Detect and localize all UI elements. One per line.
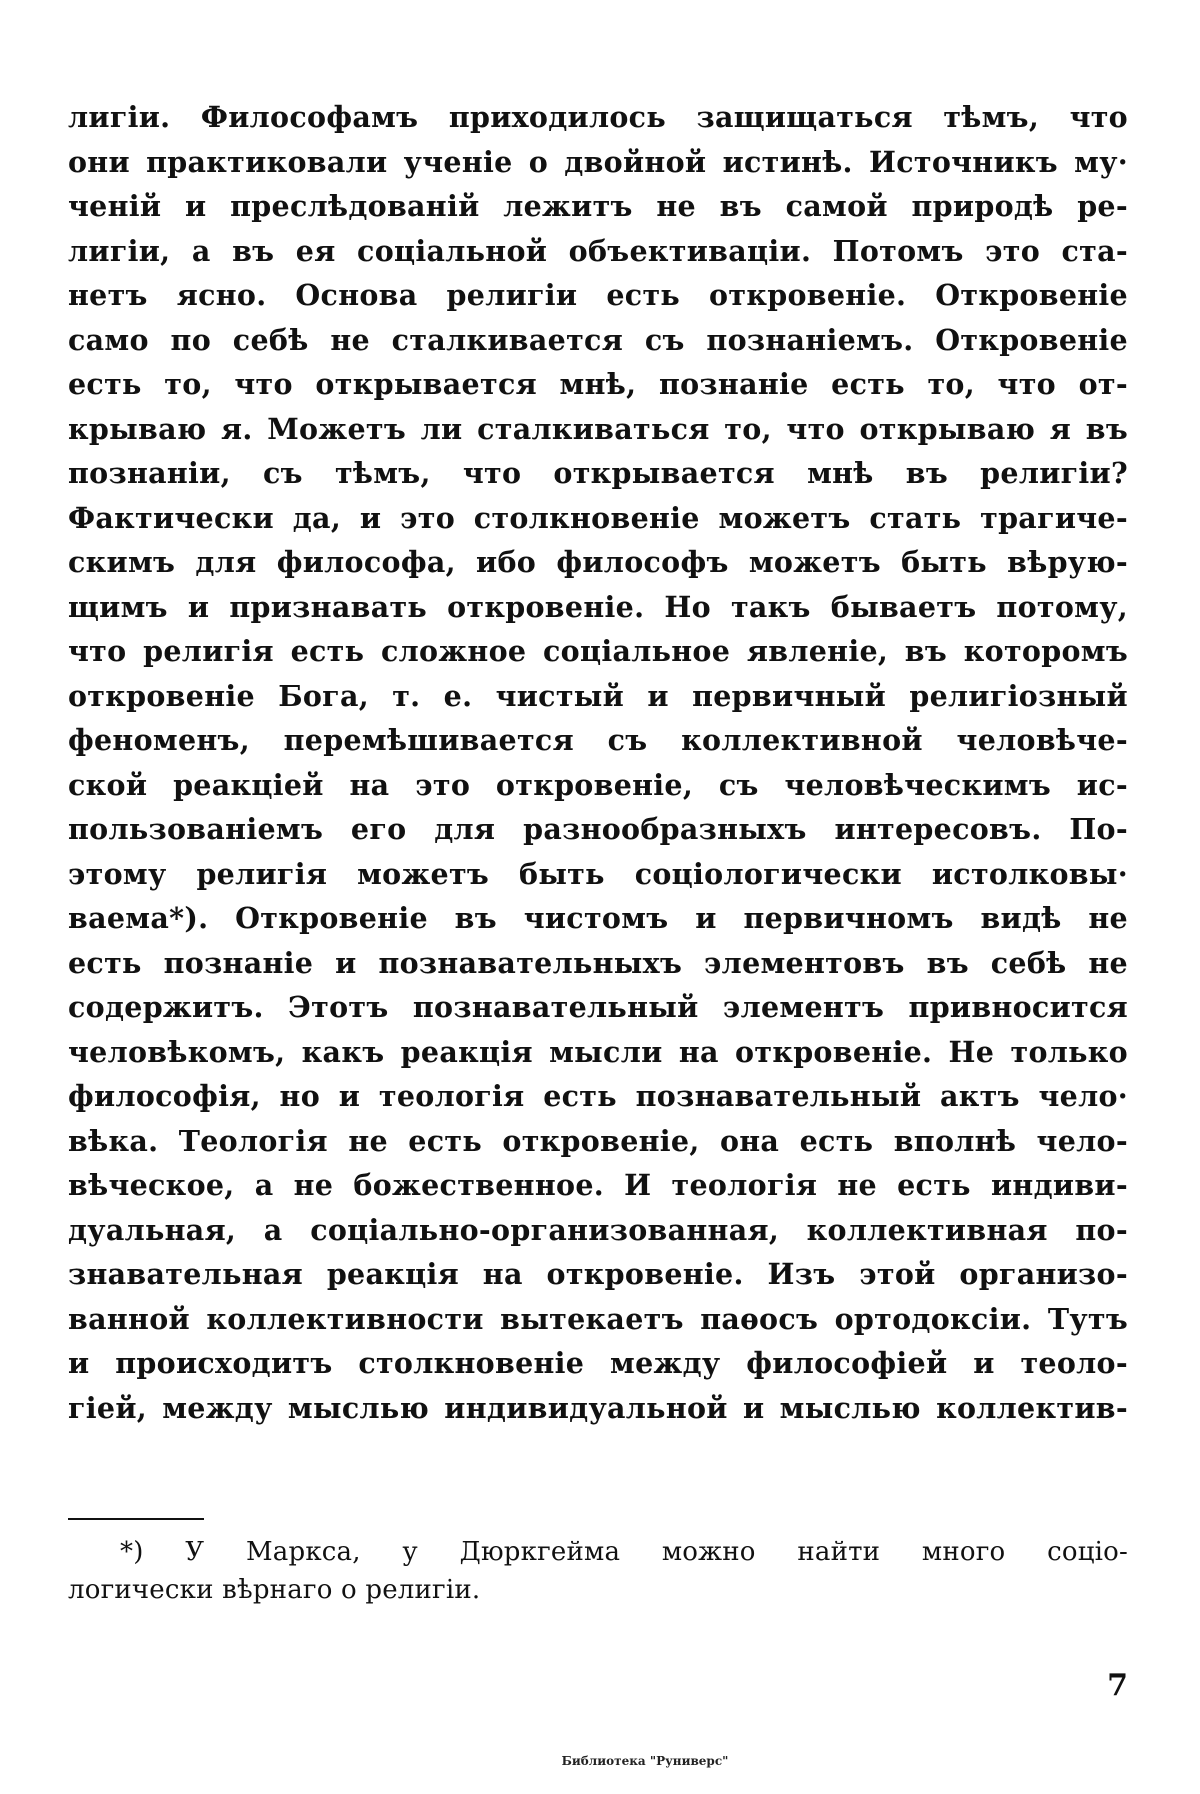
footnote: [68, 1533, 1128, 1609]
text-line: вѣческое, а не божественное. И теологія не есть индиви-: [68, 1168, 1128, 1202]
text-line: знавательная реакція на откровеніе. Изъ этой организо-: [68, 1257, 1128, 1291]
text-line: есть то, что открывается мнѣ, познаніе есть то, что от-: [68, 367, 1128, 401]
text-line: само по себѣ не сталкивается съ познаніемъ. Откровеніе: [68, 322, 1128, 357]
footnote-divider: [68, 1518, 204, 1520]
text-line: философія, но и теологія есть познавательный актъ чело·: [68, 1079, 1128, 1113]
footnote-line: *) У Маркса, у Дюркгейма можно найти много соціо-: [120, 1537, 1128, 1567]
text-line: ваема*). Откровеніе въ чистомъ и первичномъ видѣ не: [68, 901, 1128, 935]
text-line: есть познаніе и познавательныхъ элементовъ въ себѣ не: [68, 945, 1128, 980]
text-line: что религія есть сложное соціальное явленіе, въ которомъ: [68, 634, 1128, 668]
text-line: ванной коллективности вытекаетъ паѳосъ ортодоксіи. Тутъ: [68, 1301, 1128, 1336]
text-line: ской реакціей на это откровеніе, съ человѣческимъ ис-: [68, 767, 1128, 802]
text-line: познаніи, съ тѣмъ, что открывается мнѣ въ религіи?: [68, 456, 1128, 490]
footnote-line: логически вѣрнаго о религіи.: [68, 1575, 481, 1605]
text-line: лигіи. Философамъ приходилось защищаться тѣмъ, что: [68, 100, 1128, 134]
text-line: гіей, между мыслью индивидуальной и мыслью коллектив-: [68, 1390, 1128, 1425]
text-line: феноменъ, перемѣшивается съ коллективной человѣче-: [68, 723, 1128, 757]
library-watermark: Библиотека "Руниверс": [561, 1754, 729, 1768]
text-line: крываю я. Можетъ ли сталкиваться то, что открываю я въ: [68, 411, 1128, 446]
text-line: ченій и преслѣдованій лежитъ не въ самой природѣ ре-: [68, 189, 1128, 223]
main-text: [68, 95, 1128, 1430]
text-line: дуальная, а соціально-организованная, коллективная по-: [68, 1212, 1128, 1247]
page-number: 7: [1107, 1668, 1128, 1703]
text-line: этому религія можетъ быть соціологически истолковы·: [68, 856, 1128, 891]
text-line: вѣка. Теологія не есть откровеніе, она есть вполнѣ чело-: [68, 1123, 1128, 1158]
text-line: лигіи, а въ ея соціальной объективаціи. Потомъ это ста-: [68, 233, 1128, 268]
text-line: Фактически да, и это столкновеніе можетъ стать трагиче-: [68, 500, 1128, 535]
text-line: человѣкомъ, какъ реакція мысли на откровеніе. Не только: [68, 1034, 1128, 1069]
text-line: пользованіемъ его для разнообразныхъ интересовъ. По-: [68, 812, 1128, 846]
text-line: и происходитъ столкновеніе между философіей и теоло-: [68, 1346, 1128, 1380]
text-line: содержитъ. Этотъ познавательный элементъ привносится: [68, 990, 1128, 1024]
text-line: щимъ и признавать откровеніе. Но такъ бываетъ потому,: [68, 589, 1128, 624]
text-line: скимъ для философа, ибо философъ можетъ быть вѣрую-: [68, 545, 1128, 579]
text-line: откровеніе Бога, т. е. чистый и первичный религіозный: [68, 678, 1128, 713]
text-line: нетъ ясно. Основа религіи есть откровеніе. Откровеніе: [68, 278, 1128, 312]
text-line: они практиковали ученіе о двойной истинѣ. Источникъ му·: [68, 144, 1128, 179]
